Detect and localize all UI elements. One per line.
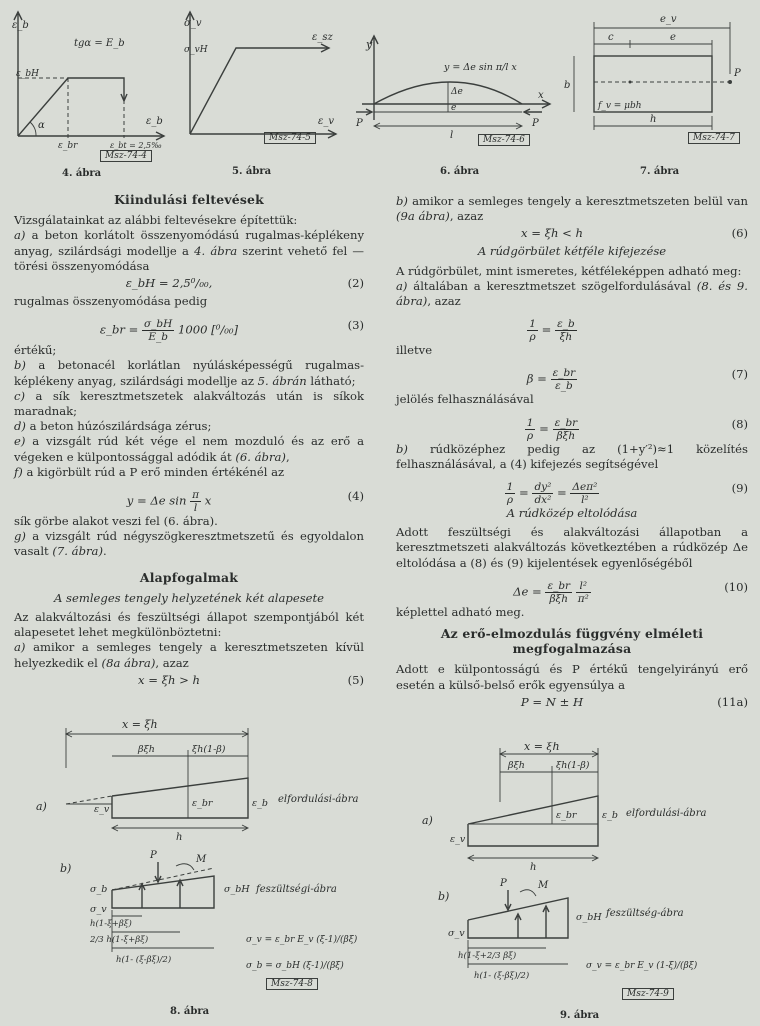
fig9-stamp: Msz-74-9	[622, 988, 674, 1000]
numerator: 1	[526, 416, 534, 429]
equation-number: (4)	[347, 489, 364, 504]
paragraph	[396, 194, 748, 224]
equation-body: x = ξh < h	[520, 226, 584, 241]
paragraph: értékű;	[14, 343, 57, 358]
fraction	[555, 318, 577, 343]
numerator: Δeπ²	[572, 481, 598, 494]
right-column	[396, 194, 748, 713]
fraction	[527, 318, 538, 343]
paragraph	[14, 434, 364, 464]
text: a vizsgált rúd négyszögkeresztmetszetű és egyoldalon vasalt	[14, 529, 364, 559]
paragraph: Az alakváltozási és feszültségi állapot szempontjából két alapesetet lehet megkülönböztetni:	[14, 610, 364, 640]
text: amikor a semleges tengely a keresztmetszeten kívül helyezkedik el	[14, 640, 364, 670]
fig5-caption: 5. ábra	[232, 166, 272, 177]
fig8-dim1: h(1-ξ+βξ)	[90, 919, 132, 929]
fig8-stamp: Msz-74-8	[266, 978, 318, 990]
fig4-label-ebr: ε_br	[58, 141, 78, 151]
equation-4	[14, 480, 364, 514]
fig8-label-ev: ε_v	[94, 804, 110, 815]
item-prefix: d)	[14, 419, 26, 434]
paragraph: jelölés felhasználásával	[396, 392, 534, 407]
equation-lhs: β =	[526, 371, 547, 386]
text: a sík keresztmetszetek alakváltozás után is síkok maradnak;	[14, 388, 364, 419]
reference: (8. és 9. ábra)	[396, 278, 748, 309]
equation-number: (5)	[347, 672, 364, 687]
paragraph	[14, 465, 364, 480]
fig9-dim1: h(1-ξ+2/3 βξ)	[458, 951, 517, 961]
equation-6	[396, 224, 748, 244]
fig6-label-l: l	[450, 130, 454, 141]
text: a beton húzószilárdsága zérus;	[25, 419, 212, 434]
denominator: ρ	[506, 494, 514, 507]
paragraph: Adott feszültségi és alakváltozási állapotban a keresztmetszeti alakváltozás következtében a rúdközép Δe eltolódása a (8) és (9) kijelentések egyenlőségéből	[396, 525, 748, 570]
text: ,	[285, 449, 290, 464]
text: általában a keresztmetszet szögelfordulásával	[407, 278, 697, 293]
figure-4	[6, 6, 171, 161]
text: amikor a semleges tengely a keresztmetszeten belül van	[407, 194, 748, 208]
numerator: ε_br	[552, 367, 576, 380]
equation-2	[14, 274, 364, 294]
heading-alapfogalmak: Alapfogalmak	[139, 569, 239, 585]
item-prefix: b)	[14, 358, 26, 373]
item-prefix: c)	[14, 388, 26, 403]
equation-body: ε_bH = 2,5⁰/₀₀,	[125, 276, 213, 291]
denominator: βξh	[556, 429, 576, 442]
numerator: ε_b	[557, 318, 575, 331]
fig9-label-M: M	[538, 880, 549, 891]
figure-5	[178, 6, 343, 156]
fig4-label-tga: tgα = E_b	[74, 38, 125, 49]
equation-number: (2)	[347, 276, 364, 291]
equation-number: (9)	[731, 481, 748, 496]
text: a kigörbült rúd a P erő minden értékénél az	[22, 464, 285, 479]
fig8-label-P: P	[150, 850, 157, 861]
reference: 4. ábra	[194, 243, 238, 258]
fig5-x-axis: ε_v	[318, 116, 335, 127]
fig7-label-p: P	[734, 68, 741, 79]
fraction	[570, 481, 599, 506]
fig8-label-b: b)	[60, 862, 72, 875]
text: rúdközéphez pedig az (1+y′²)≈1 közelítés felhasználásával, a (4) kifejezés segítségével	[396, 441, 748, 471]
paragraph	[396, 279, 748, 309]
item-prefix: a)	[396, 278, 408, 293]
fig8-label-M: M	[196, 854, 207, 865]
fig8-label-eb: ε_b	[252, 798, 268, 809]
text: , azaz	[449, 209, 484, 224]
fig9-label-b: b)	[438, 890, 450, 903]
fraction	[576, 580, 591, 605]
fraction	[505, 481, 516, 506]
paragraph: Adott e külpontosságú és P értékű tengelyirányú erő esetén a külső-belső erők egyensúlya a	[396, 662, 748, 692]
paragraph	[14, 228, 364, 274]
figure-6	[352, 30, 557, 156]
fig9-label-h: h	[530, 862, 537, 873]
equation-number: (6)	[731, 226, 748, 241]
reference: (9a ábra)	[396, 209, 450, 224]
fig4-label-ebt: ε_bt = 2,5‰	[110, 141, 162, 150]
fraction	[142, 318, 174, 343]
figure-9-drawing	[408, 742, 748, 1006]
fraction	[545, 580, 572, 605]
fig5-stamp: Msz-74-5	[264, 132, 316, 144]
fig5-label-esz: ε_sz	[312, 32, 333, 43]
numerator: 1	[506, 481, 514, 494]
fig7-label-b: b	[564, 80, 571, 91]
equation-rho: $\frac{1}{\rho}$ = $\frac{\varepsilon\_b}{\xi h}$	[529, 318, 575, 344]
equation-5	[14, 671, 364, 691]
fig9-dim-xh1b: ξh(1-β)	[556, 760, 590, 771]
paragraph	[14, 358, 364, 388]
fig8-label-sv: σ_v	[90, 904, 107, 915]
fig7-label-ev: e_v	[660, 14, 677, 25]
denominator: βξh	[549, 592, 569, 605]
paragraph	[14, 419, 364, 434]
equation-lhs: y = Δe sin	[126, 493, 187, 508]
fig6-stamp: Msz-74-6	[478, 134, 530, 146]
item-prefix: f)	[14, 464, 23, 479]
fig9-label-eb: ε_b	[602, 810, 618, 821]
paragraph	[14, 529, 364, 559]
fig6-caption: 6. ábra	[440, 166, 480, 177]
fig6-label-p-right: P	[532, 118, 539, 129]
fig6-label-e: e	[451, 103, 457, 113]
fig9-label-P: P	[500, 878, 507, 889]
text: .	[102, 544, 107, 559]
fig9-dim-bxh: βξh	[508, 760, 525, 771]
paragraph: A rúdgörbület, mint ismeretes, kétféleképpen adható meg:	[396, 263, 742, 278]
equation-body: x = ξh > h	[137, 672, 201, 687]
fig6-label-de: Δe	[451, 87, 463, 97]
text: a betonacél korlátlan nyúlásképességű rugalmas-képlékeny anyag, szilárdsági modellje az	[14, 358, 364, 388]
fig8-label-a: a)	[36, 800, 47, 813]
fig4-y-axis: ε_b	[12, 20, 29, 31]
fig9-top-dim: x = ξh	[524, 742, 560, 753]
numerator: l²	[576, 580, 591, 593]
equation-lhs: Δe =	[513, 584, 542, 599]
paragraph: Vizsgálatainkat az alábbi feltevésekre építettük:	[14, 213, 298, 228]
fig6-label-p-left: P	[356, 118, 363, 129]
fig8-label-h: h	[176, 832, 183, 843]
figure-4-drawing	[6, 6, 171, 156]
reference: (8a ábra)	[101, 655, 156, 670]
item-prefix: a)	[14, 640, 26, 655]
fig7-label-fv: f_v = μbh	[598, 101, 642, 111]
equation-7	[396, 358, 748, 392]
equation-8: $\frac{1}{\rho}$ = $\frac{\varepsilon\_br}{\text{βξh}}$ (8)	[526, 416, 748, 442]
reference: (7. ábra)	[52, 544, 103, 559]
fig8-title-a: elfordulási-ábra	[278, 794, 359, 805]
left-column	[14, 192, 364, 691]
denominator: ξh	[559, 331, 573, 344]
text: , azaz	[427, 294, 461, 309]
fig8-title-b: feszültségi-ábra	[256, 884, 337, 895]
numerator: ε_br	[547, 579, 571, 592]
fraction	[551, 367, 578, 392]
fig7-stamp: Msz-74-7	[688, 132, 740, 144]
fig8-formula-b: σ_b = σ_bH (ξ-1)/(βξ)	[246, 961, 344, 971]
fig9-title-b: feszültség-ábra	[606, 908, 684, 919]
equation-number: (7)	[731, 367, 748, 382]
fig8-label-sbh: σ_bH	[224, 884, 250, 895]
fig8-dim-xh1b: ξh(1-β)	[192, 744, 226, 755]
fig5-label-svh: σ_vH	[184, 45, 208, 55]
figure-9	[408, 742, 748, 1006]
fig9-title-a: elfordulási-ábra	[626, 808, 707, 819]
denominator: ρ	[529, 331, 536, 344]
equation-rhs: x	[204, 493, 212, 508]
denominator: π²	[577, 592, 589, 605]
fig4-label-alpha: α	[38, 120, 45, 131]
item-prefix: b)	[396, 194, 408, 208]
heading-ero-elmozdulas: Az erő-elmozdulás függvény elméleti megfogalmazása	[440, 626, 704, 657]
fig9-label-a: a)	[422, 814, 433, 827]
fig4-stamp: Msz-74-4	[100, 150, 152, 162]
text: látható;	[306, 373, 356, 388]
text: szerint vehető fel — törési összenyomódása	[14, 243, 364, 273]
fig8-caption: 8. ábra	[170, 1006, 210, 1017]
heading-semleges: A semleges tengely helyzetének két alapesete	[53, 590, 325, 605]
fig9-dim2: h(1- (ξ-βξ)/2)	[474, 971, 530, 981]
heading-kiindulasi: Kiindulási feltevések	[114, 192, 264, 207]
fig8-dim2: 2/3 h(1-ξ+βξ)	[90, 935, 149, 945]
figure-8	[30, 712, 370, 1008]
text: , azaz	[155, 655, 189, 670]
equation-9: $\frac{1}{\rho}$ = $\frac{\text{dy²}}{\text{dx²}}$ = $\frac{\text{Δeπ²}}{\text{l²}}$ (9)	[506, 481, 748, 507]
denominator: ρ	[527, 429, 534, 442]
paragraph	[14, 389, 364, 419]
numerator: σ_bH	[144, 318, 173, 331]
denominator: E_b	[148, 331, 168, 344]
paragraph: illetve	[396, 343, 433, 358]
fig7-label-h: h	[650, 114, 657, 125]
fig6-x-axis: x	[538, 90, 544, 101]
fig7-label-e: e	[670, 32, 676, 43]
equation-body: P = N ± H	[520, 694, 584, 709]
numerator: π	[192, 489, 200, 502]
fig8-formula-v: σ_v = ε_br E_v (ξ-1)/(βξ)	[246, 935, 358, 945]
reference: 5. ábrán	[257, 373, 307, 388]
item-prefix: g)	[14, 529, 26, 544]
paragraph: sík görbe alakot veszi fel (6. ábra).	[14, 514, 218, 529]
heading-rudgorbulet: A rúdgörbület kétféle kifejezése	[477, 244, 667, 259]
reference: (6. ábra)	[235, 449, 286, 464]
equation-number: (3)	[347, 318, 364, 333]
paragraph: képlettel adható meg.	[396, 604, 525, 619]
fig4-caption: 4. ábra	[62, 168, 102, 179]
figure-5-drawing	[178, 6, 343, 156]
numerator: 1	[529, 318, 536, 331]
fig9-formula-v: σ_v = ε_br E_v (1-ξ)/(βξ)	[586, 961, 698, 971]
fig9-label-ebr: ε_br	[556, 810, 577, 821]
paragraph	[14, 640, 364, 670]
fig9-label-ev: ε_v	[450, 834, 466, 845]
equation-3	[14, 309, 364, 343]
fig6-y-axis: y	[366, 38, 373, 51]
fig4-x-axis: ε_b	[146, 116, 163, 127]
fig7-label-c: c	[608, 32, 614, 43]
figure-7	[560, 8, 755, 156]
item-prefix: e)	[14, 434, 26, 449]
fig8-label-sb: σ_b	[90, 884, 108, 895]
equation-number: (11a)	[717, 694, 748, 709]
fig9-label-sv: σ_v	[448, 928, 465, 939]
equation-10	[396, 571, 748, 605]
paragraph	[396, 442, 748, 472]
equation-lhs: ε_br =	[99, 322, 139, 337]
text: a beton korlátolt összenyomódású rugalmas-képlékeny anyag, szilárdsági modellje a	[14, 228, 364, 258]
fig4-label-sbh: ε_bH	[16, 69, 39, 79]
text: a vizsgált rúd két vége el nem mozduló és az erő a végeken e külpontossággal adódik át	[14, 434, 364, 464]
fig9-caption: 9. ábra	[560, 1010, 600, 1021]
equation-number: (10)	[724, 579, 748, 594]
heading-rudkozep: A rúdközép eltolódása	[506, 506, 638, 521]
fig9-label-sbh: σ_bH	[576, 912, 602, 923]
item-prefix: a)	[14, 228, 26, 243]
fig7-caption: 7. ábra	[640, 166, 680, 177]
figure-8-drawing	[30, 712, 370, 1008]
paragraph: rugalmas összenyomódása pedig	[14, 294, 208, 309]
denominator: l²	[581, 494, 589, 507]
denominator: l	[193, 502, 198, 515]
fig8-label-ebr: ε_br	[192, 798, 213, 809]
fraction	[190, 489, 201, 514]
numerator: dy²	[534, 481, 552, 494]
fig8-dim-bxh: βξh	[138, 744, 155, 755]
fraction	[525, 417, 536, 442]
equation-11a	[396, 693, 748, 713]
denominator: dx²	[534, 494, 552, 507]
equation-number: (8)	[731, 416, 748, 431]
fig8-top-dim: x = ξh	[122, 718, 158, 731]
equation-rhs: 1000 [⁰/₀₀]	[177, 322, 239, 337]
numerator: ε_br	[554, 416, 578, 429]
fig6-equation: y = Δe sin π/l x	[444, 62, 517, 73]
fig5-y-axis: σ_v	[184, 18, 202, 29]
item-prefix: b)	[396, 441, 408, 456]
fig8-dim3: h(1- (ξ-βξ)/2)	[116, 955, 172, 965]
denominator: ε_b	[555, 380, 573, 393]
fraction	[553, 417, 580, 442]
fraction	[532, 481, 553, 506]
